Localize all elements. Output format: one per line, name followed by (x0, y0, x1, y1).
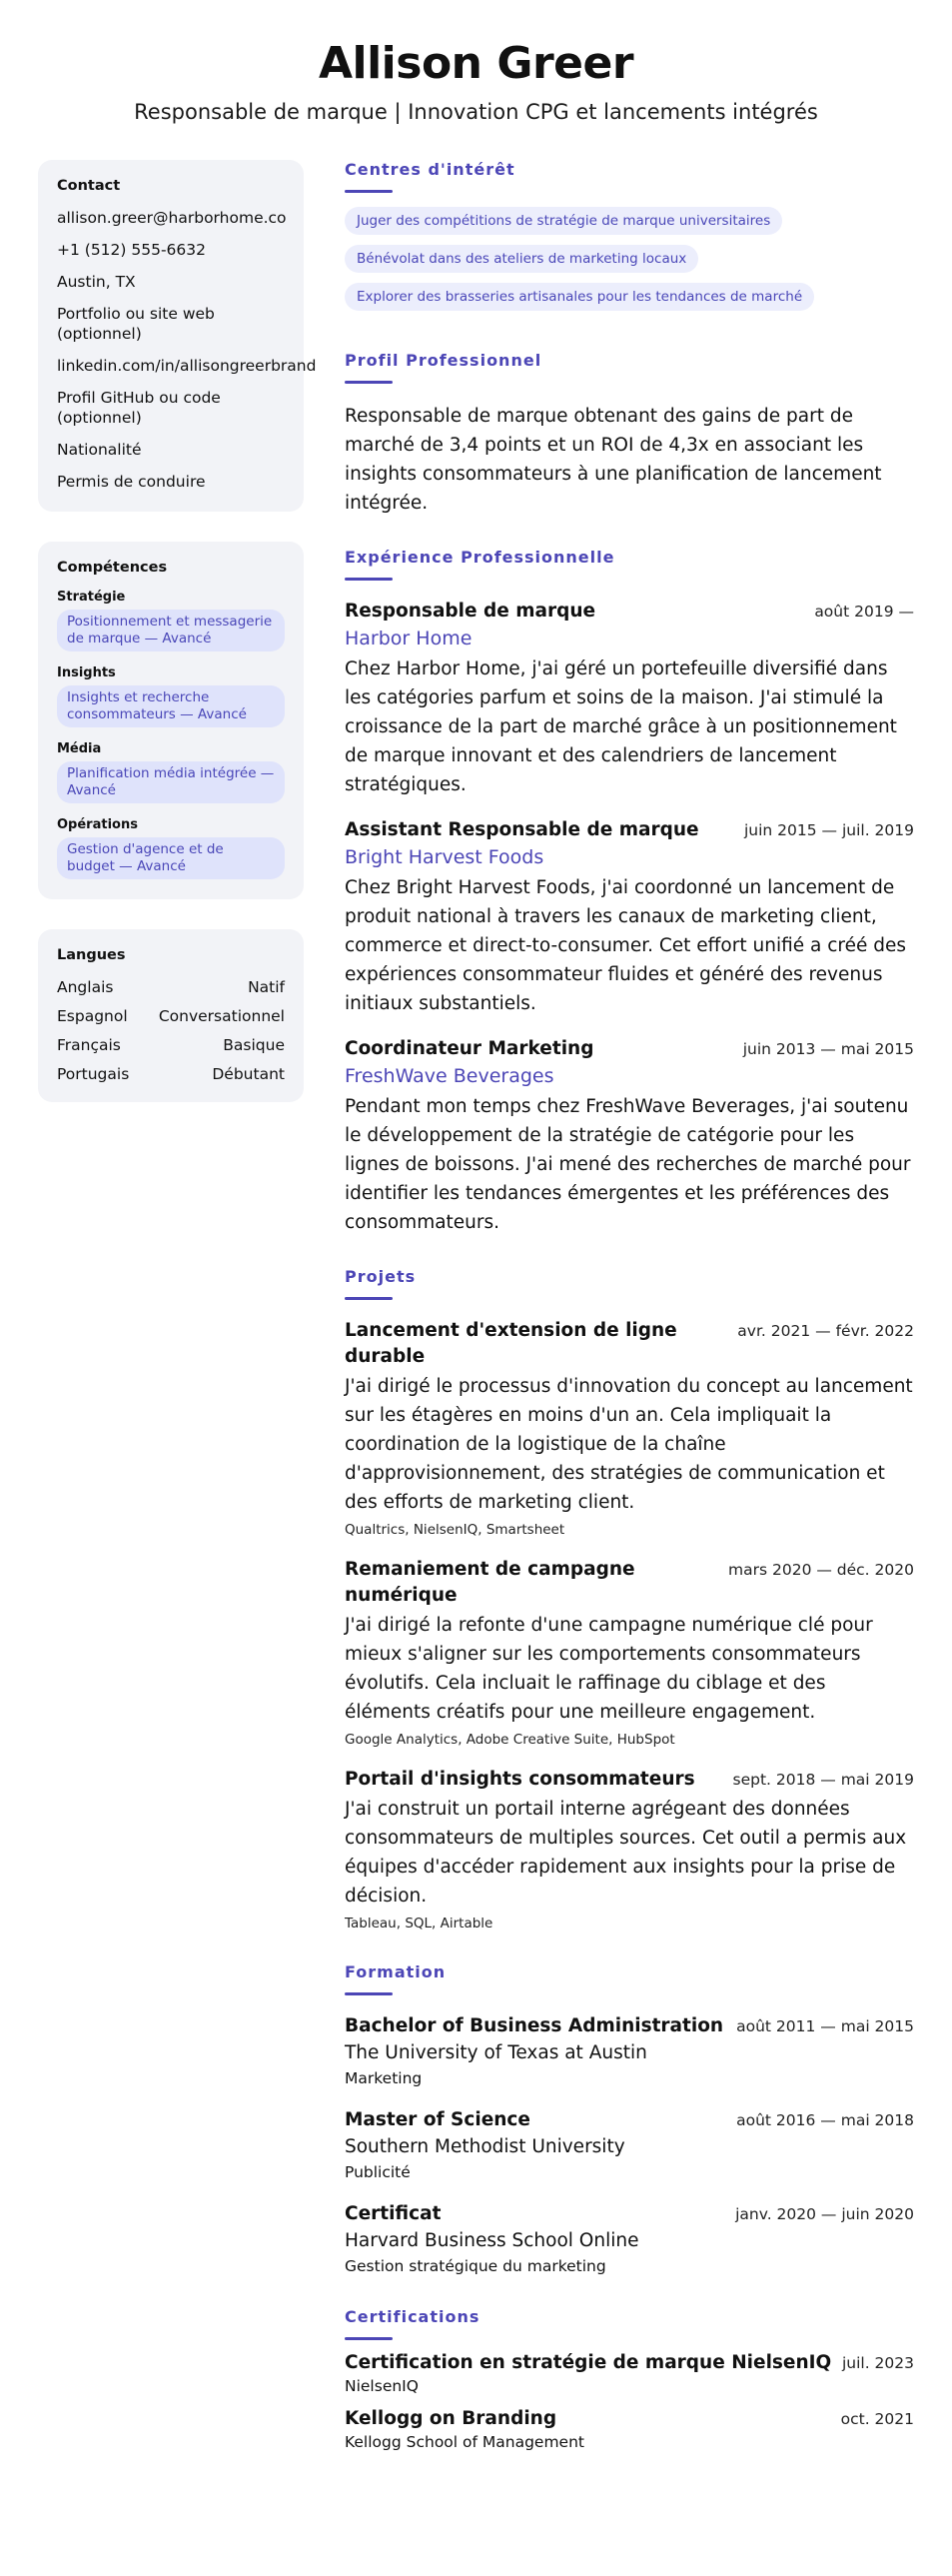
job-date: juin 2013 — mai 2015 (742, 1040, 914, 1058)
contact-card (38, 160, 317, 512)
section-divider (345, 2337, 393, 2340)
project-name: Remaniement de campagne numérique (345, 1559, 635, 1606)
education-entry (345, 2013, 914, 2089)
skill-group (57, 817, 285, 879)
job-date: juin 2015 — juil. 2019 (743, 821, 914, 839)
languages-title: Langues (57, 947, 126, 963)
field-of-study: Marketing (345, 2069, 423, 2087)
certification-entry (345, 2406, 914, 2452)
language-row (57, 1006, 285, 1026)
contact-email[interactable]: allison.greer@harborhome.co (57, 209, 287, 227)
skill-chip: Planification média intégrée — Avancé (57, 761, 285, 803)
project-name: Lancement d'extension de ligne durable (345, 1320, 677, 1367)
contact-title: Contact (57, 178, 121, 194)
certifications-section (345, 2307, 914, 2452)
project-date: mars 2020 — déc. 2020 (728, 1561, 914, 1579)
job-title: Assistant Responsable de marque (345, 819, 699, 840)
projects-section (345, 1267, 914, 1932)
skill-group (57, 665, 285, 727)
skills-title: Compétences (57, 560, 168, 576)
section-title: Projets (345, 1267, 417, 1286)
school-name: The University of Texas at Austin (345, 2042, 647, 2063)
language-name: Anglais (57, 978, 114, 996)
section-divider (345, 1992, 393, 1995)
interest-chip: Explorer des brasseries artisanales pour les tendances de marché (345, 283, 814, 311)
experience-section (345, 548, 914, 1237)
project-tools: Google Analytics, Adobe Creative Suite, HubSpot (345, 1732, 675, 1748)
section-title: Profil Professionnel (345, 351, 542, 370)
resume-header (0, 0, 952, 126)
project-entry (345, 1318, 914, 1539)
job-description: Pendant mon temps chez FreshWave Beverages, j'ai soutenu le développement de la stratégie de catégorie pour les lignes de boissons. J'ai mené des recherches de marché pour identifier les tendances émergentes et les préférences des consommateurs. (345, 1096, 911, 1233)
contact-portfolio[interactable]: Portfolio ou site web (optionnel) (57, 305, 215, 343)
field-of-study: Gestion stratégique du marketing (345, 2257, 606, 2275)
skill-group (57, 741, 285, 803)
certification-date: oct. 2021 (840, 2410, 914, 2428)
skill-group-name: Stratégie (57, 590, 126, 605)
project-date: avr. 2021 — févr. 2022 (737, 1322, 914, 1340)
certification-issuer: NielsenIQ (345, 2377, 419, 2395)
education-entry (345, 2201, 914, 2277)
company-name: Bright Harvest Foods (345, 846, 544, 868)
education-date: janv. 2020 — juin 2020 (735, 2205, 914, 2223)
profile-summary: Responsable de marque obtenant des gains de part de marché de 3,4 points et un ROI de 4,3x en associant les insights consommateurs à une planification de lancement intégrée. (345, 406, 882, 514)
contact-phone[interactable]: +1 (512) 555-6632 (57, 241, 207, 259)
section-title: Centres d'intérêt (345, 160, 515, 179)
certification-entry (345, 2350, 914, 2396)
project-entry (345, 1767, 914, 1932)
skill-chip: Insights et recherche consommateurs — Avancé (57, 685, 285, 727)
skills-card (38, 542, 304, 899)
candidate-subtitle: Responsable de marque | Innovation CPG et lancements intégrés (134, 100, 818, 124)
section-divider (345, 1297, 393, 1300)
certification-issuer: Kellogg School of Management (345, 2433, 584, 2451)
skill-group-name: Média (57, 741, 102, 756)
school-name: Southern Methodist University (345, 2136, 625, 2157)
project-tools: Qualtrics, NielsenIQ, Smartsheet (345, 1522, 565, 1538)
certification-name: Certification en stratégie de marque NielsenIQ (345, 2352, 832, 2373)
experience-entry (345, 817, 914, 1018)
project-entry (345, 1557, 914, 1749)
contact-location: Austin, TX (57, 273, 136, 291)
project-description: J'ai dirigé le processus d'innovation du concept au lancement sur les étagères en moins d'un an. Cela impliquait la coordination de la logistique de la chaîne d'approvisionnement, des stratégies de communication et des efforts de marketing client. (345, 1376, 913, 1513)
profile-section (345, 351, 914, 518)
section-title: Expérience Professionnelle (345, 548, 615, 567)
main-content (345, 160, 914, 2482)
language-name: Français (57, 1036, 121, 1054)
degree-name: Master of Science (345, 2109, 530, 2130)
project-description: J'ai construit un portail interne agrégeant des données consommateurs de multiples sources. Cet outil a permis aux équipes d'accéder rapidement aux insights pour la prise de décision. (345, 1799, 907, 1907)
language-level: Conversationnel (158, 1007, 285, 1025)
job-date: août 2019 — (814, 603, 914, 621)
company-name: FreshWave Beverages (345, 1065, 554, 1087)
languages-card (38, 929, 304, 1102)
skill-chip: Positionnement et messagerie de marque — Avancé (57, 610, 285, 651)
language-row (57, 977, 285, 997)
contact-nationality: Nationalité (57, 441, 142, 459)
contact-license: Permis de conduire (57, 473, 206, 491)
education-date: août 2016 — mai 2018 (736, 2111, 914, 2129)
school-name: Harvard Business School Online (345, 2230, 639, 2251)
job-description: Chez Harbor Home, j'ai géré un portefeuille diversifié dans les catégories parfum et soins de la maison. J'ai stimulé la croissance de la part de marché grâce à un positionnement de marque innovant et des calendriers de lancement stratégiques. (345, 658, 897, 795)
language-row (57, 1035, 285, 1055)
language-name: Portugais (57, 1065, 130, 1083)
project-date: sept. 2018 — mai 2019 (732, 1771, 914, 1789)
language-level: Débutant (212, 1065, 285, 1083)
language-name: Espagnol (57, 1007, 128, 1025)
education-section (345, 1962, 914, 2277)
field-of-study: Publicité (345, 2163, 411, 2181)
section-divider (345, 381, 393, 384)
job-description: Chez Bright Harvest Foods, j'ai coordonné un lancement de produit national à travers les canaux de marketing client, commerce et direct-to-consumer. Cet effort unifié a créé des expériences consommateur fluides et généré des revenus initiaux substantiels. (345, 877, 906, 1014)
education-date: août 2011 — mai 2015 (736, 2017, 914, 2035)
skill-chip: Gestion d'agence et de budget — Avancé (57, 837, 285, 879)
project-name: Portail d'insights consommateurs (345, 1769, 695, 1790)
job-title: Responsable de marque (345, 601, 596, 622)
job-title: Coordinateur Marketing (345, 1038, 594, 1059)
education-entry (345, 2107, 914, 2183)
language-level: Basique (223, 1036, 285, 1054)
language-level: Natif (248, 978, 285, 996)
skill-group-name: Opérations (57, 817, 138, 832)
language-row (57, 1064, 285, 1084)
candidate-name: Allison Greer (318, 38, 634, 89)
contact-github[interactable]: Profil GitHub ou code (optionnel) (57, 389, 221, 427)
contact-linkedin[interactable]: linkedin.com/in/allisongreerbrand (57, 357, 317, 375)
skill-group-name: Insights (57, 665, 116, 680)
experience-entry (345, 1036, 914, 1237)
section-divider (345, 190, 393, 193)
section-divider (345, 578, 393, 581)
project-description: J'ai dirigé la refonte d'une campagne numérique clé pour mieux s'aligner sur les comportements consommateurs évolutifs. Cela incluait le raffinage du ciblage et des éléments créatifs pour une meilleure engagement. (345, 1615, 873, 1723)
sidebar (38, 160, 317, 1132)
degree-name: Certificat (345, 2203, 442, 2224)
project-tools: Tableau, SQL, Airtable (345, 1916, 493, 1932)
degree-name: Bachelor of Business Administration (345, 2015, 724, 2036)
certification-name: Kellogg on Branding (345, 2408, 557, 2429)
interest-chip: Juger des compétitions de stratégie de marque universitaires (345, 207, 782, 235)
section-title: Certifications (345, 2307, 480, 2326)
section-title: Formation (345, 1962, 447, 1981)
interest-chip: Bénévolat dans des ateliers de marketing locaux (345, 245, 698, 273)
certification-date: juil. 2023 (841, 2354, 914, 2372)
company-name: Harbor Home (345, 628, 473, 649)
interests-section (345, 160, 914, 321)
interest-list (345, 207, 914, 321)
skill-group (57, 590, 285, 651)
experience-entry (345, 599, 914, 799)
